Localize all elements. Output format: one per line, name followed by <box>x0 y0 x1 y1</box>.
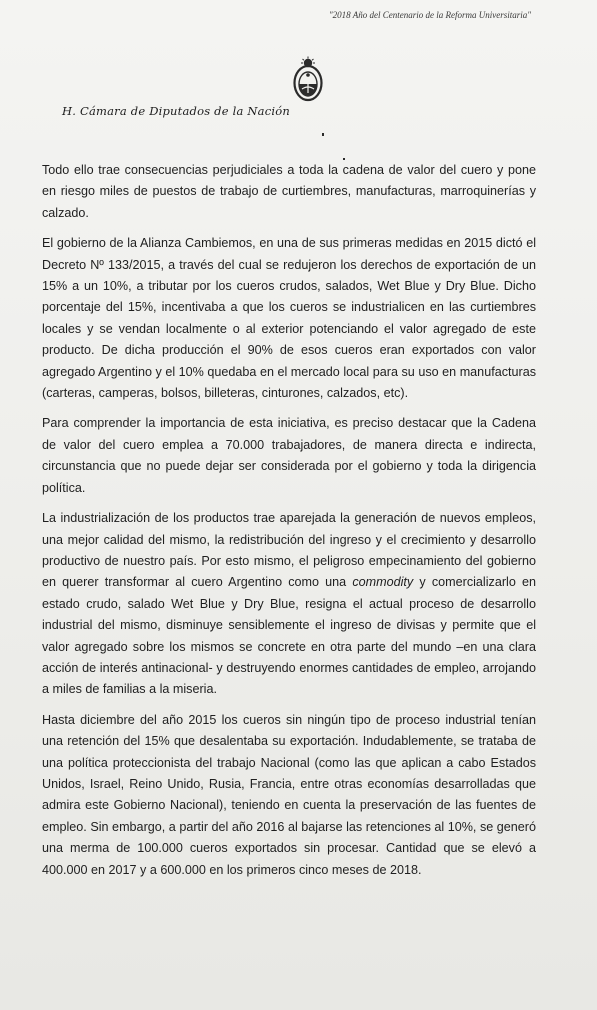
paragraph <box>42 508 536 701</box>
paragraph: Hasta diciembre del año 2015 los cueros sin ningún tipo de proceso industrial tenían una retención del 15% que desalentaba su exportación. Indudablemente, se trataba de una política proteccionista del trabajo Nacional (como las que aplican a cabo Estados Unidos, Israel, Reino Unido, Rusia, Francia, entre otras economías desarrolladas que admira este Gobierno Nacional), teniendo en cuenta la preservación de las fuentes de empleo. Sin embargo, a partir del año 2016 al bajarse las retenciones al 10%, se generó una merma de 100.000 cueros exportados sin procesar. Cantidad que se elevó a 400.000 en 2017 y a 600.000 en los primeros cinco meses de 2018. <box>42 712 536 877</box>
ink-mark <box>322 133 324 136</box>
document-body <box>42 160 536 890</box>
paragraph-text: y comercializarlo en estado crudo, salado Wet Blue y Dry Blue, resigna el actual proceso de desarrollo industrial del mismo, disminuye sensiblemente el ingreso de divisas y permite que el valor agregado sobre los mismos se concrete en otra parte del mundo –en una clara acción de interés antinacional- y destruyendo enormes cantidades de empleo, arrojando a miles de familias a la miseria. <box>42 575 536 697</box>
coat-of-arms-icon <box>292 56 324 106</box>
chamber-name: H. Cámara de Diputados de la Nación <box>62 104 290 118</box>
year-motto: "2018 Año del Centenario de la Reforma Universitaria" <box>328 10 531 20</box>
paragraph: El gobierno de la Alianza Cambiemos, en una de sus primeras medidas en 2015 dictó el Decreto Nº 133/2015, a través del cual se redujeron los derechos de exportación de un 15% a un 10%, a tributar por los cueros crudos, salados, Wet Blue y Dry Blue. Dicho porcentaje del 15%, incentivaba a que los cueros se industrialicen en las curtiembres locales y se vendan localmente o al exterior potenciando el valor agregado de este producto. De dicha producción el 90% de esos cueros eran exportados con valor agregado Argentino y el 10% quedaba en el mercado local para su uso en manufacturas (carteras, camperas, bolsos, billeteras, cinturones, calzados, etc). <box>42 236 536 401</box>
italic-term: commodity <box>352 575 414 590</box>
paragraph: Todo ello trae consecuencias perjudiciales a toda la cadena de valor del cuero y pone en riesgo miles de puestos de trabajo de curtiembres, manufacturas, marroquinerías y calzado. <box>42 163 536 220</box>
paragraph: Para comprender la importancia de esta iniciativa, es preciso destacar que la Cadena de valor del cuero emplea a 70.000 trabajadores, de manera directa e indirecta, circunstancia que no puede dejar ser considerada por el gobierno y toda la dirigencia política. <box>42 416 536 495</box>
paragraph-text: La industrialización de los productos trae aparejada la generación de nuevos empleos, una mejor calidad del mismo, la redistribución del ingreso y el crecimiento y desarrollo productivo de nuestro país. Por esto mismo, el peligroso empecinamiento del gobierno en querer transformar al cuero Argentino como una <box>42 511 536 590</box>
